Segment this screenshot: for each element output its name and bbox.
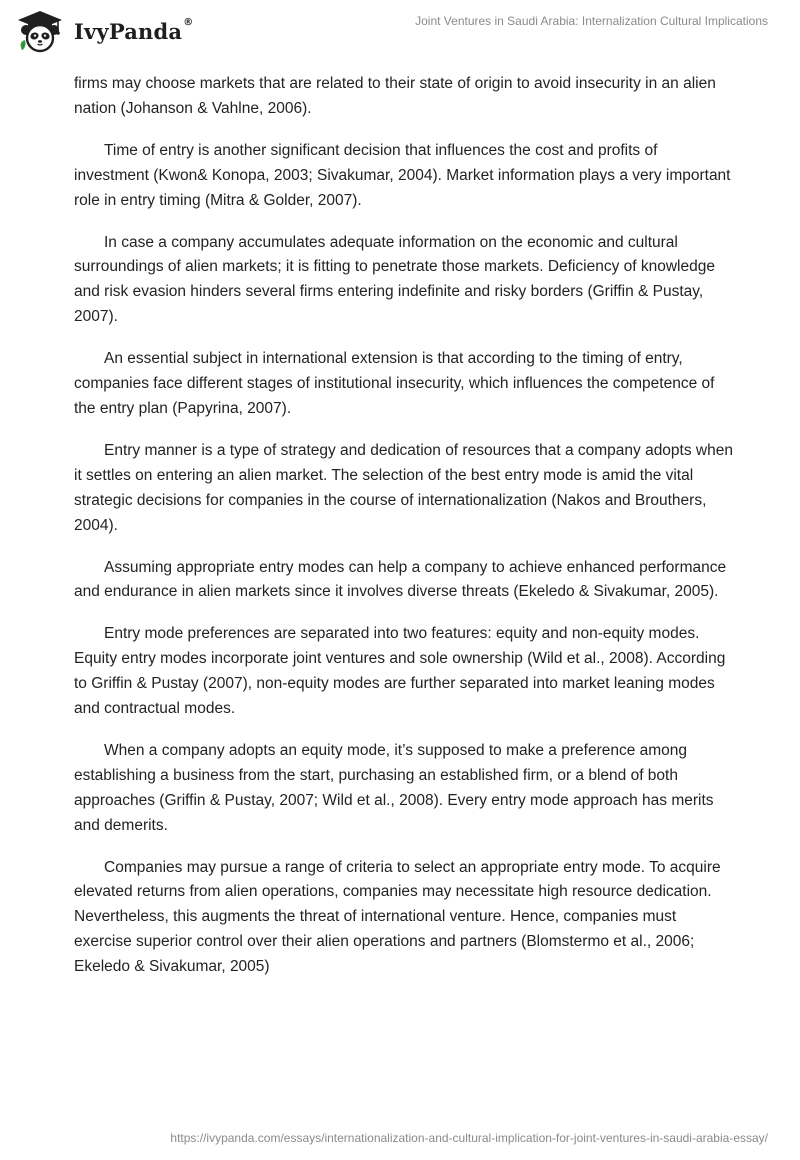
paragraph: When a company adopts an equity mode, it’s supposed to make a preference among establishing a business from the start, purchasing an established firm, or a blend of both approaches (Griffin & Pustay, 2007; Wild et al., 2008). Every entry mode approach has merits and demerits. (74, 741, 714, 834)
paragraph: Assuming appropriate entry modes can help a company to achieve enhanced performance and endurance in alien markets since it involves diverse threats (Ekeledo & Sivakumar, 2005). (74, 558, 727, 601)
essay-body (74, 72, 734, 997)
paragraph: An essential subject in international extension is that according to the timing of entry, companies face different stages of institutional insecurity, which influences the competence of the entry plan (Papyrina, 2007). (74, 350, 715, 417)
paragraph: Time of entry is another significant decision that influences the cost and profits of investment (Kwon& Konopa, 2003; Sivakumar, 2004). Market information plays a very important role in entry timing (Mitra & Golder, 2007). (74, 141, 731, 209)
paragraph: Entry manner is a type of strategy and dedication of resources that a company adopts when it settles on entering an alien market. The selection of the best entry mode is amid the vital strategic decisions for companies in the course of internationalization (Nakos and Brouthers, 2004). (74, 441, 733, 534)
registered-mark: ® (183, 16, 194, 28)
paragraph: Entry mode preferences are separated into two features: equity and non-equity modes. Equity entry modes incorporate joint ventures and sole ownership (Wild et al., 2008). According to Griffin & Pustay (2007), non-equity modes are further separated into market leaning modes and contractual modes. (74, 625, 726, 718)
paragraph: Companies may pursue a range of criteria to select an appropriate entry mode. To acquire elevated returns from alien operations, companies may necessitate high resource dedication. Nevertheless, this augments the threat of international venture. Hence, companies must exercise superior control over their alien operations and partners (Blomstermo et al., 2006; Ekeledo & Sivakumar, 2005) (74, 858, 721, 976)
document-title: Joint Ventures in Saudi Arabia: Internalization Cultural Implications (415, 14, 768, 28)
page-header (0, 0, 800, 60)
paragraph: firms may choose markets that are related to their state of origin to avoid insecurity in an alien nation (Johanson & Vahlne, 2006). (74, 75, 716, 117)
ivypanda-logo[interactable] (14, 8, 193, 54)
source-url[interactable]: https://ivypanda.com/essays/internationalization-and-cultural-implication-for-joint-ventures-in-saudi-arabia-essay/ (170, 1131, 768, 1145)
brand-name: IvyPanda® (74, 16, 194, 44)
paragraph: In case a company accumulates adequate information on the economic and cultural surroundings of alien markets; it is fitting to penetrate those markets. Deficiency of knowledge and risk evasion hinders several firms entering indefinite and risky borders (Griffin & Pustay, 2007). (74, 233, 715, 326)
panda-graduate-icon (14, 8, 66, 54)
